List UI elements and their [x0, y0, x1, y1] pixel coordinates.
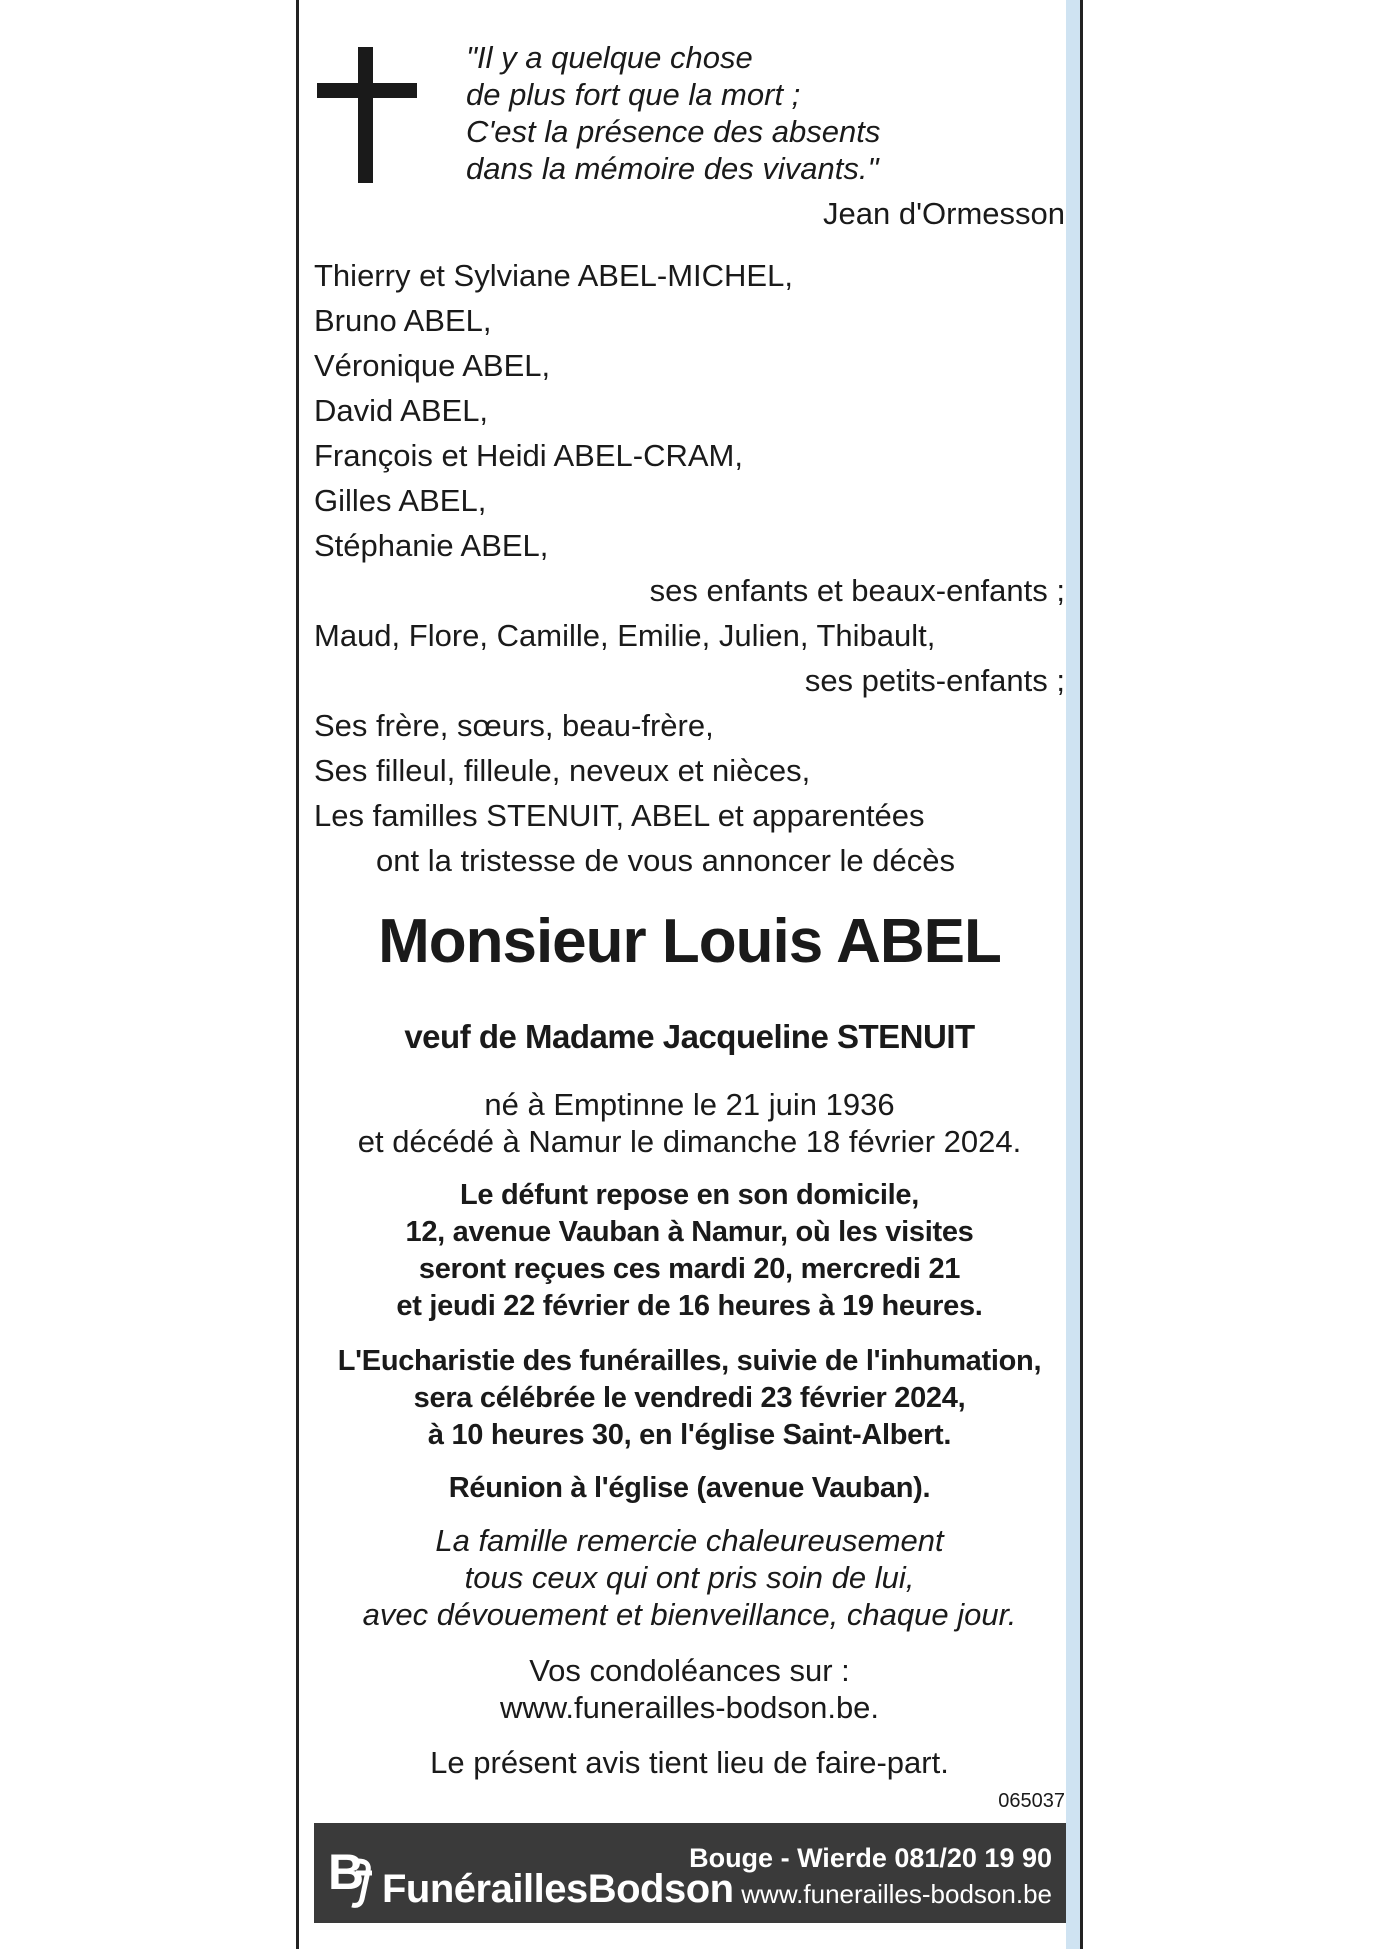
condolences-label: Vos condoléances sur : — [529, 1653, 850, 1688]
brand-name: FunéraillesBodson — [382, 1867, 734, 1911]
widow-of: veuf de Madame Jacqueline STENUIT — [404, 1018, 975, 1055]
thanks-line: La famille remercie chaleureusement — [435, 1523, 944, 1558]
funeral-line: L'Eucharistie des funérailles, suivie de l'inhumation, — [337, 1345, 1042, 1377]
visitation-line: Le défunt repose en son domicile, — [459, 1179, 919, 1211]
bodson-logo-icon — [328, 1841, 378, 1909]
other-relatives: Ses frère, sœurs, beau-frère, — [314, 708, 714, 743]
quote-line: dans la mémoire des vivants." — [466, 151, 879, 186]
notice-text: Le présent avis tient lieu de faire-part. — [430, 1745, 949, 1780]
grandchildren-caption: ses petits-enfants ; — [804, 663, 1065, 698]
grandchildren: Maud, Flore, Camille, Emilie, Julien, Thibault, — [314, 618, 936, 653]
funeral-line: sera célébrée le vendredi 23 février 2024, — [413, 1382, 966, 1414]
quote-line: "Il y a quelque chose — [466, 40, 753, 75]
deceased-name: Monsieur Louis ABEL — [378, 907, 1001, 976]
thanks-line: avec dévouement et bienveillance, chaque jour. — [362, 1597, 1017, 1632]
family-member: Bruno ABEL, — [314, 303, 492, 338]
family-member: Véronique ABEL, — [314, 348, 551, 383]
contact-website[interactable]: www.funerailles-bodson.be — [741, 1879, 1052, 1909]
footer-banner — [314, 1823, 1066, 1923]
children-caption: ses enfants et beaux-enfants ; — [649, 573, 1065, 608]
family-member: Thierry et Sylviane ABEL-MICHEL, — [314, 258, 793, 293]
visitation-line: seront reçues ces mardi 20, mercredi 21 — [418, 1253, 961, 1285]
family-member: David ABEL, — [314, 393, 489, 428]
reference-number: 065037 — [998, 1790, 1065, 1812]
contact-phone: Bouge - Wierde 081/20 19 90 — [689, 1843, 1052, 1873]
other-relatives: Ses filleul, filleule, neveux et nièces, — [314, 753, 811, 788]
announcement: ont la tristesse de vous annoncer le décès — [376, 843, 956, 878]
quote-line: de plus fort que la mort ; — [466, 77, 801, 112]
other-relatives: Les familles STENUIT, ABEL et apparentées — [314, 798, 925, 833]
visitation-line: et jeudi 22 février de 16 heures à 19 heures. — [396, 1290, 983, 1322]
svg-text:B: B — [328, 1844, 365, 1900]
death-info: et décédé à Namur le dimanche 18 février 2024. — [357, 1124, 1022, 1159]
quote-line: C'est la présence des absents — [466, 114, 881, 149]
family-member: Stéphanie ABEL, — [314, 528, 549, 563]
visitation-line: 12, avenue Vauban à Namur, où les visites — [405, 1216, 974, 1248]
condolences-url[interactable]: www.funerailles-bodson.be. — [499, 1690, 880, 1725]
family-member: Gilles ABEL, — [314, 483, 487, 518]
meeting-info: Réunion à l'église (avenue Vauban). — [448, 1472, 931, 1504]
family-member: François et Heidi ABEL-CRAM, — [314, 438, 743, 473]
latin-cross-icon — [317, 47, 417, 183]
birth-info: né à Emptinne le 21 juin 1936 — [484, 1087, 895, 1122]
funeral-line: à 10 heures 30, en l'église Saint-Albert. — [427, 1419, 952, 1451]
quote-author: Jean d'Ormesson — [823, 196, 1065, 231]
thanks-line: tous ceux qui ont pris soin de lui, — [464, 1560, 915, 1595]
